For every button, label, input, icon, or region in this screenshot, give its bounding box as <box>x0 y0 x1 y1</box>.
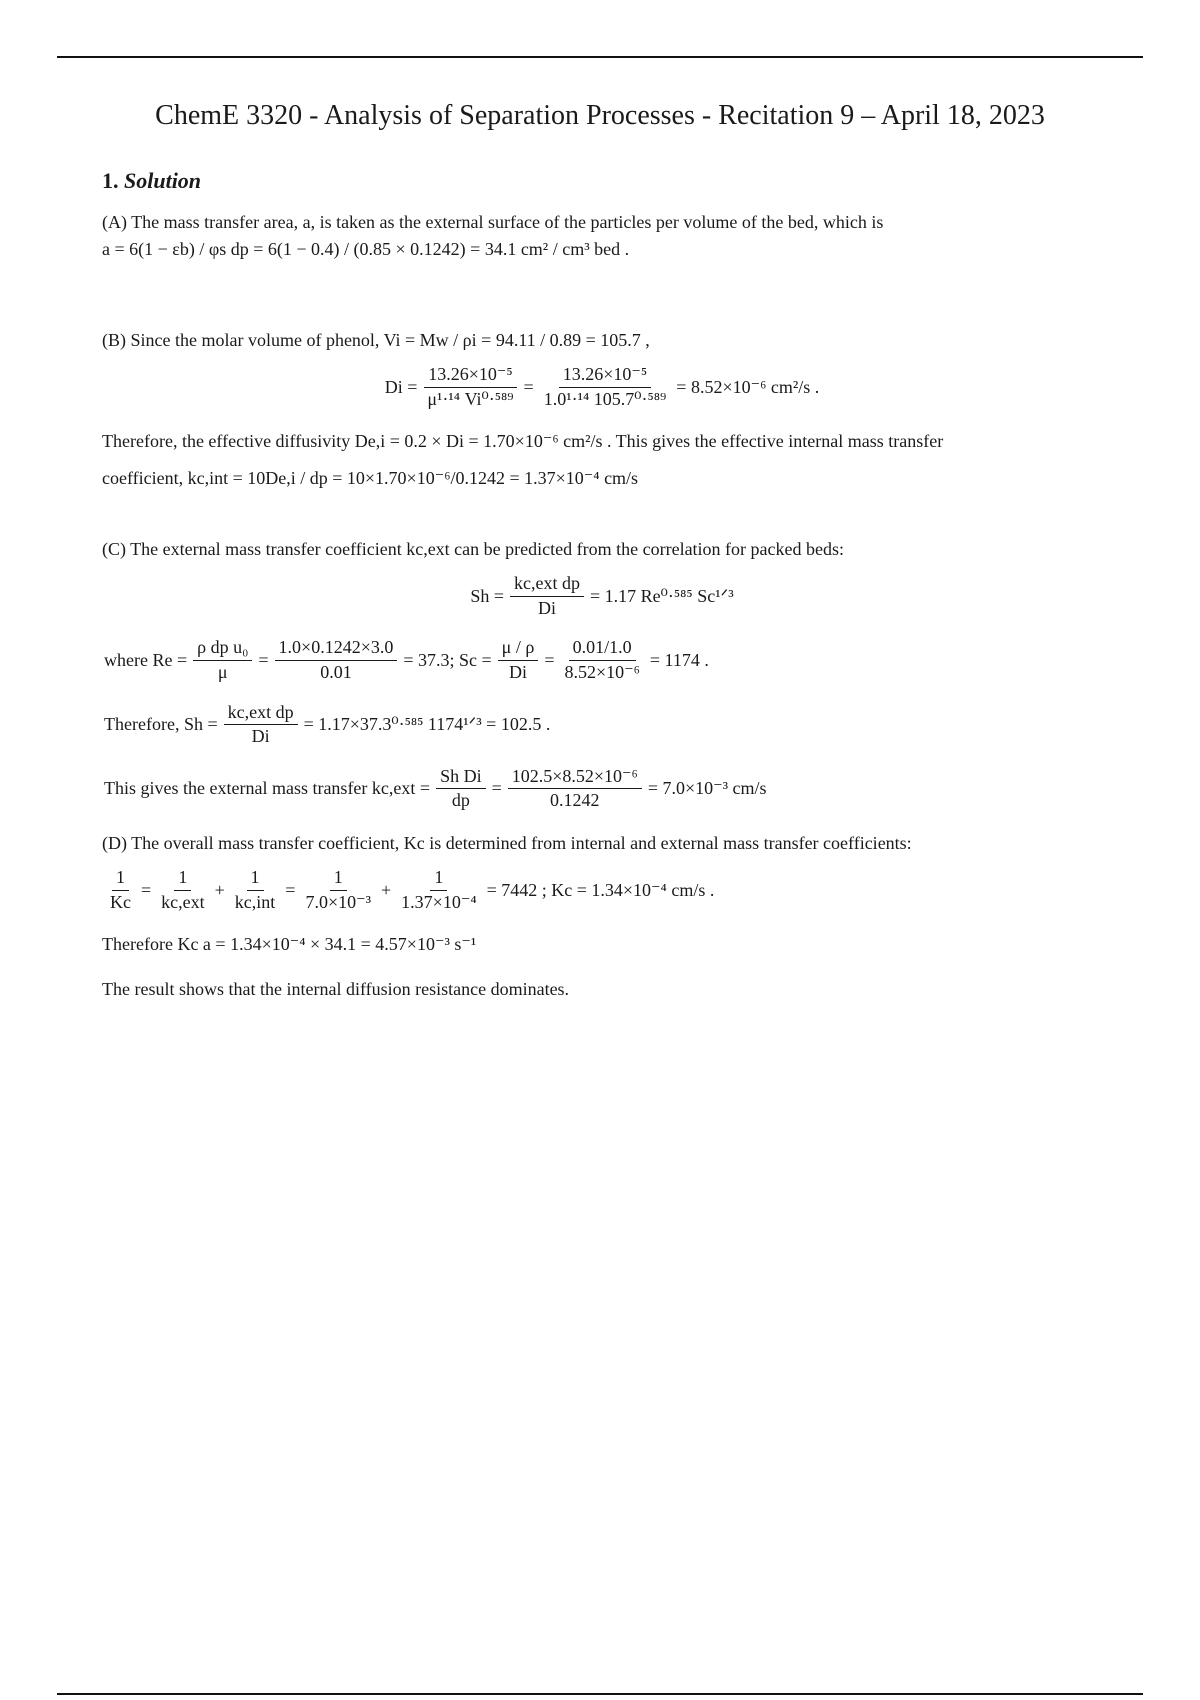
diffusivity-rhs: = 8.52×10⁻⁶ cm²/s . <box>676 376 820 397</box>
sherwood-result-prefix: Therefore, Sh = <box>104 714 218 735</box>
external-coefficient-equation <box>102 766 1102 812</box>
sherwood-rhs: = 1.17 Re⁰·⁵⁸⁵ Sc¹ᐟ³ <box>590 585 734 606</box>
part-a-text: (A) The mass transfer area, a, is taken as the external surface of the particles per volume of the bed, which is <box>102 212 884 232</box>
sherwood-result-fraction <box>224 702 298 748</box>
overall-fraction-3 <box>231 867 280 913</box>
fraction-numerator: kc,ext dp <box>224 702 298 726</box>
section-number: 1. <box>102 168 119 193</box>
overall-coefficient-value: = 7442 ; Kc = 1.34×10⁻⁴ cm/s . <box>486 879 715 900</box>
schmidt-fraction-2 <box>560 637 643 683</box>
fraction-denominator: 1.0¹·¹⁴ 105.7⁰·⁵⁸⁹ <box>543 388 667 409</box>
part-b-text-2: Therefore, the effective diffusivity De,i = 0.2 × Di = 1.70×10⁻⁶ cm²/s . This gives the effective internal mass transfer <box>102 431 944 452</box>
fraction-numerator: 1 <box>430 867 447 891</box>
overall-fraction-4 <box>301 867 375 913</box>
overall-fraction-2 <box>157 867 208 913</box>
reynolds-prefix: where Re = <box>104 649 188 670</box>
fraction-denominator: 0.01 <box>320 661 352 682</box>
diffusivity-equation <box>102 364 1102 410</box>
document-body <box>102 164 1102 1003</box>
fraction-numerator: 1 <box>112 867 129 891</box>
part-d-conclusion: The result shows that the internal diffusion resistance dominates. <box>102 979 570 1000</box>
fraction-numerator: kc,ext dp <box>510 573 584 597</box>
external-coefficient-fraction-1 <box>436 766 486 812</box>
plus-sign: + <box>214 879 225 900</box>
fraction-denominator: Kc <box>110 891 131 912</box>
fraction-numerator: 102.5×8.52×10⁻⁶ <box>508 766 642 790</box>
plus-sign: + <box>381 879 392 900</box>
fraction-denominator: Di <box>508 661 527 682</box>
fraction-denominator: μ <box>217 661 228 682</box>
fraction-numerator: 13.26×10⁻⁵ <box>424 364 516 388</box>
part-b-text-3: coefficient, kc,int = 10De,i / dp = 10×1.70×10⁻⁶/0.1242 = 1.37×10⁻⁴ cm/s <box>102 468 639 489</box>
part-b-text: (B) Since the molar volume of phenol, Vi = Mw / ρi = 94.11 / 0.89 = 105.7 , <box>102 330 650 350</box>
part-d-therefore: Therefore Kc a = 1.34×10⁻⁴ × 34.1 = 4.57×10⁻³ s⁻¹ <box>102 934 477 955</box>
equals-sign: = <box>523 376 534 397</box>
overall-fraction-5 <box>397 867 480 913</box>
fraction-numerator: 13.26×10⁻⁵ <box>559 364 651 388</box>
section-heading <box>102 164 1102 197</box>
sherwood-correlation <box>102 573 1102 619</box>
fraction-denominator: kc,int <box>234 891 276 912</box>
fraction-denominator: kc,ext <box>161 891 205 912</box>
fraction-numerator: 1 <box>247 867 264 891</box>
reynolds-fraction-2 <box>275 637 398 683</box>
part-d-text: (D) The overall mass transfer coefficient, Kc is determined from internal and external mass transfer coefficients: <box>102 832 912 853</box>
schmidt-fraction-1 <box>498 637 539 683</box>
diffusivity-fraction-2 <box>540 364 671 410</box>
fraction-denominator: dp <box>451 790 470 811</box>
reynolds-value: = 37.3; Sc = <box>403 649 492 670</box>
sherwood-result-value: = 1.17×37.3⁰·⁵⁸⁵ 1174¹ᐟ³ = 102.5 . <box>303 714 551 735</box>
diffusivity-lhs: Di = <box>384 376 418 397</box>
fraction-denominator: 8.52×10⁻⁶ <box>564 661 640 682</box>
part-c-text: (C) The external mass transfer coefficient kc,ext can be predicted from the correlation for packed beds: <box>102 539 845 560</box>
schmidt-value: = 1174 . <box>649 649 709 670</box>
reynolds-fraction-1 <box>193 637 252 683</box>
sherwood-fraction <box>510 573 584 619</box>
fraction-numerator: ρ dp u₀ <box>193 637 252 661</box>
section-label: Solution <box>124 168 202 193</box>
fraction-denominator: μ¹·¹⁴ Vi⁰·⁵⁸⁹ <box>427 388 514 409</box>
fraction-numerator: 0.01/1.0 <box>569 637 636 661</box>
bottom-rule <box>57 1693 1143 1695</box>
fraction-numerator: 1 <box>174 867 191 891</box>
top-rule <box>57 56 1143 58</box>
equals-sign: = <box>285 879 296 900</box>
fraction-numerator: 1.0×0.1242×3.0 <box>275 637 398 661</box>
equals-sign: = <box>141 879 152 900</box>
external-coefficient-value: = 7.0×10⁻³ cm/s <box>647 778 767 799</box>
overall-fraction-1 <box>106 867 135 913</box>
equals-sign: = <box>258 649 269 670</box>
equals-sign: = <box>491 778 502 799</box>
overall-coefficient-equation <box>102 867 1102 913</box>
external-coefficient-prefix: This gives the external mass transfer kc,ext = <box>104 778 431 799</box>
sherwood-result <box>102 702 1102 748</box>
fraction-numerator: μ / ρ <box>498 637 539 661</box>
fraction-numerator: 1 <box>330 867 347 891</box>
fraction-denominator: Di <box>251 726 270 747</box>
equals-sign: = <box>544 649 555 670</box>
fraction-denominator: Di <box>538 597 557 618</box>
external-coefficient-fraction-2 <box>508 766 642 812</box>
fraction-numerator: Sh Di <box>436 766 486 790</box>
fraction-denominator: 0.1242 <box>550 790 600 811</box>
fraction-denominator: 7.0×10⁻³ <box>305 891 372 912</box>
reynolds-schmidt-equation <box>102 637 1102 683</box>
sherwood-lhs: Sh = <box>470 585 505 606</box>
diffusivity-fraction-1 <box>423 364 517 410</box>
page-title: ChemE 3320 - Analysis of Separation Processes - Recitation 9 – April 18, 2023 <box>155 100 1045 131</box>
fraction-denominator: 1.37×10⁻⁴ <box>401 891 477 912</box>
part-a-equation: a = 6(1 − εb) / φs dp = 6(1 − 0.4) / (0.85 × 0.1242) = 34.1 cm² / cm³ bed . <box>102 239 630 259</box>
